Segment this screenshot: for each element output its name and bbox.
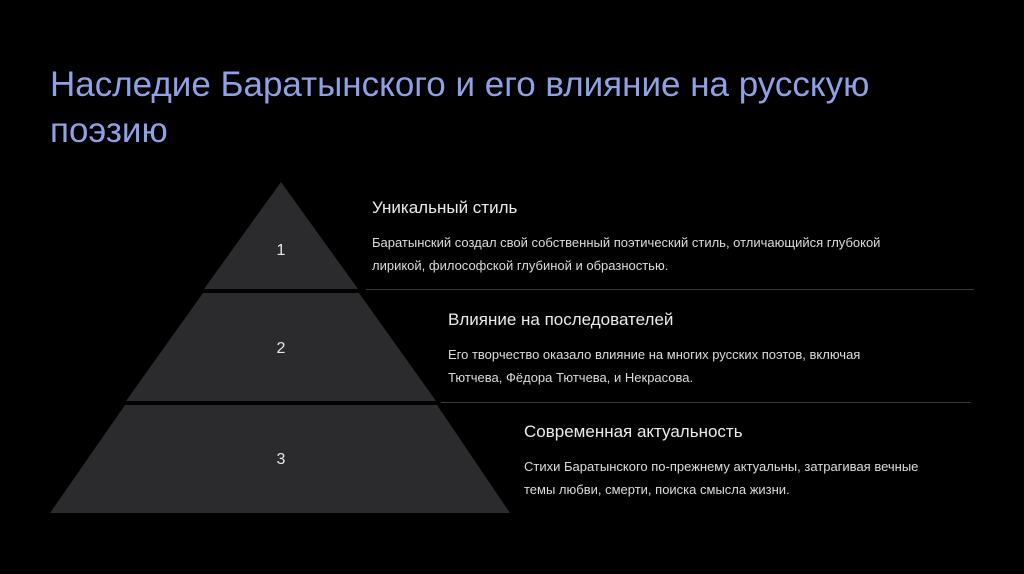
divider-1 — [366, 289, 974, 290]
tier-2-description — [448, 343, 968, 389]
tier-3-title: Современная актуальность — [524, 422, 743, 441]
tier-3-description-line-2: темы любви, смерти, поиска смысла жизни. — [524, 482, 790, 497]
tier-1-number: 1 — [276, 242, 286, 259]
tier-1-title: Уникальный стиль — [372, 198, 518, 217]
tier-3-number: 3 — [276, 451, 286, 468]
tier-1-description — [372, 231, 932, 277]
divider-2 — [441, 402, 971, 403]
tier-3-description-line-1: Стихи Баратынского по-прежнему актуальны, затрагивая вечные — [524, 459, 919, 474]
tier-1-description-line-2: лирикой, философской глубиной и образностью. — [372, 258, 669, 273]
tier-2-description-line-2: Тютчева, Фёдора Тютчева, и Некрасова. — [448, 370, 694, 385]
tier-2-description-line-1: Его творчество оказало влияние на многих русских поэтов, включая — [448, 347, 861, 362]
tier-1-description-line-1: Баратынский создал свой собственный поэтический стиль, отличающийся глубокой — [372, 235, 881, 250]
tier-2-number: 2 — [276, 340, 286, 357]
tier-2-title: Влияние на последователей — [448, 310, 674, 329]
pyramid-tier-1-shape — [204, 182, 358, 289]
slide-title-line-1: Наследие Баратынского и его влияние на русскую — [50, 65, 870, 104]
tier-3-description — [524, 455, 984, 501]
slide-title-line-2: поэзию — [50, 111, 168, 150]
